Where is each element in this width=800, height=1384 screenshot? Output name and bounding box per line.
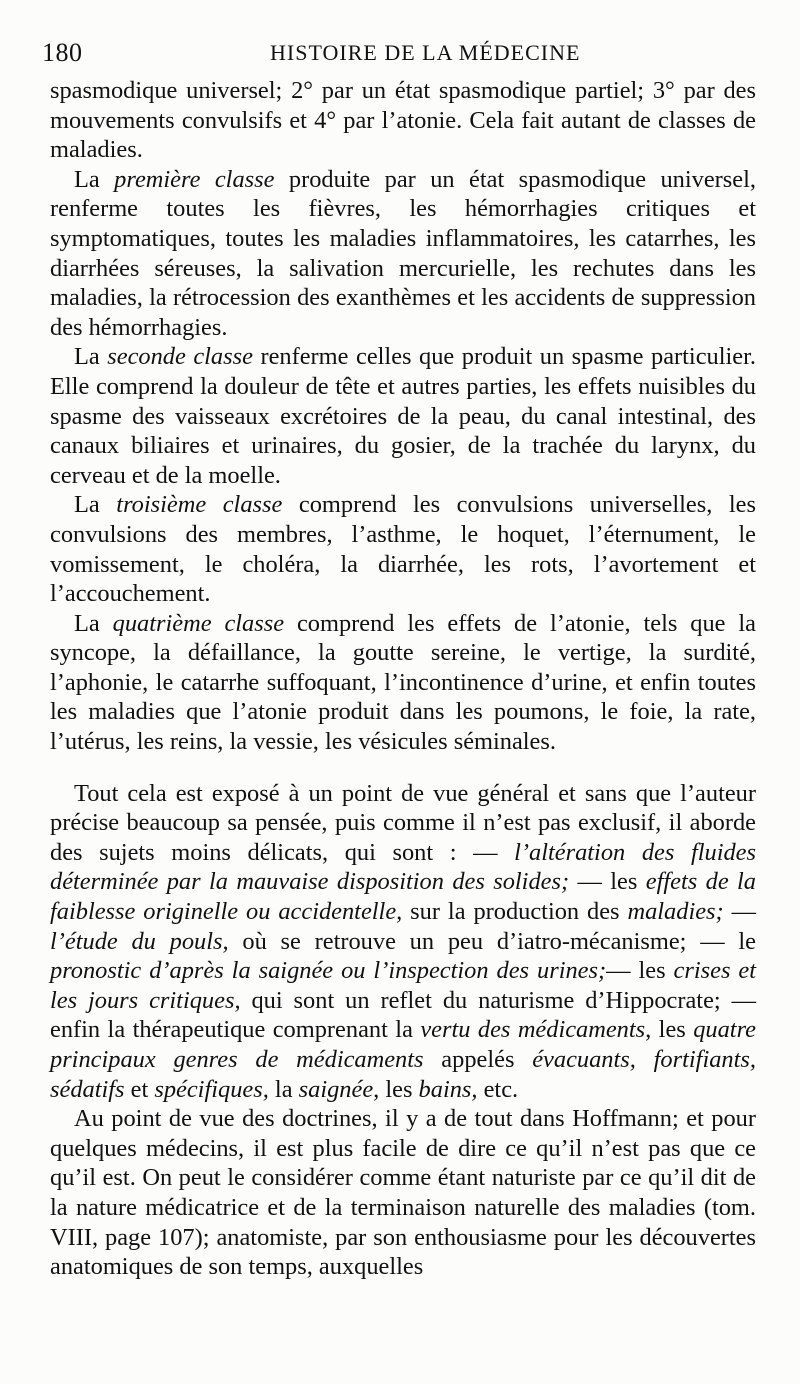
text-run: renferme celles que produit un spasme particulier. Elle comprend la douleur de tête et autres parties, les effets nuisibles du spasme des vaisseaux excrétoires de la peau, du canal intestinal, des canaux biliaires et urinaires, du gosier, de la trachée du larynx, du cerveau et de la moelle.: [50, 343, 756, 489]
text-run: —: [723, 898, 756, 926]
page-header: [42, 36, 758, 70]
paragraph-p4: [50, 609, 756, 757]
italic-phrase: saignée,: [298, 1075, 380, 1103]
italic-phrase: pronostic d’après la saignée ou l’inspection des urines;: [50, 957, 607, 985]
page-number: 180: [42, 38, 83, 67]
italic-phrase: crises et les jours critiques,: [50, 957, 756, 1014]
text-run: la: [268, 1075, 299, 1103]
text-run: Au point de vue des doctrines, il y a de tout dans Hoffmann; et pour quelques médecins, il est plus facile de dire ce qu’il n’est pas que ce qu’il est. On peut le considérer comme étant naturiste par ce qu’il dit de la nature médicatrice et de la terminaison naturelle des maladies (tom. VIII, page 107); anatomiste, par son enthousiasme pour les découvertes anatomiques de son temps, auxquelles: [50, 1105, 756, 1281]
paragraph-p1: [50, 165, 756, 343]
text-run: La: [74, 165, 115, 193]
text-run: La: [74, 343, 108, 371]
italic-phrase: effets de la faiblesse originelle ou accidentelle,: [50, 868, 757, 926]
text-run: La: [74, 491, 117, 519]
text-run: sur la production des: [402, 898, 628, 926]
italic-phrase: spécifiques,: [154, 1075, 269, 1103]
body-text: [50, 76, 756, 1282]
text-run: produite par un état spasmodique universel, renferme toutes les fièvres, les hémorrhagies critiques et symptomatiques, toutes les maladies inflammatoires, les catarrhes, les diarrhées séreuses, la salivation mercurielle, les rechutes dans les maladies, la rétrocession des exanthèmes et les accidents de suppression des hémorrhagies.: [50, 165, 756, 341]
text-run: Tout cela est exposé à un point de vue général et sans que l’auteur précise beaucoup sa pensée, puis comme il n’est pas exclusif, il aborde des sujets moins délicats, qui sont : —: [50, 779, 756, 866]
paragraph-p2: [50, 342, 756, 490]
text-run: les: [651, 1016, 694, 1044]
italic-phrase: l’altération des fluides déterminée par la mauvaise disposition des solides;: [50, 838, 756, 896]
italic-phrase: vertu des médicaments,: [420, 1016, 652, 1044]
italic-phrase: évacuants, fortifiants, sédatifs: [50, 1046, 756, 1103]
text-run: les: [379, 1075, 419, 1103]
text-run: comprend les convulsions universelles, les convulsions des membres, l’asthme, le hoquet, l’éternument, le vomissement, le choléra, la diarrhée, les rots, l’avortement et l’accouchement.: [50, 491, 756, 608]
italic-phrase: bains,: [418, 1075, 478, 1103]
text-run: où se retrouve un peu d’iatro-mécanisme; — le: [228, 927, 756, 955]
italic-phrase: seconde classe: [107, 343, 253, 371]
italic-phrase: quatrième classe: [112, 609, 285, 637]
paragraph-p3: [50, 490, 756, 608]
italic-phrase: maladies;: [627, 898, 724, 926]
italic-phrase: quatre principaux genres de médicaments: [50, 1016, 756, 1073]
text-run: La: [74, 609, 113, 637]
italic-phrase: l’étude du pouls,: [50, 927, 229, 955]
italic-phrase: première classe: [114, 165, 275, 193]
text-run: appelés: [423, 1046, 533, 1073]
text-run: — les: [606, 957, 674, 985]
paragraph-p6: [50, 1104, 756, 1282]
text-run: comprend les effets de l’atonie, tels que la syncope, la défaillance, la goutte sereine, le vertige, la surdité, l’aphonie, le catarrhe suffoquant, l’incontinence d’urine, et enfin toutes les maladies que l’atonie produit dans les poumons, le foie, la rate, l’utérus, les reins, la vessie, les vésicules séminales.: [50, 609, 756, 756]
text-run: spasmodique universel; 2° par un état spasmodique partiel; 3° par des mouvements convulsifs et 4° par l’atonie. Cela fait autant de classes de maladies.: [50, 77, 756, 164]
paragraph-p0: [50, 76, 756, 165]
text-run: et: [124, 1075, 155, 1103]
paragraph-p5: [50, 779, 756, 1105]
italic-phrase: troisième classe: [116, 491, 283, 519]
text-run: — les: [569, 868, 646, 896]
text-run: qui sont un reflet du naturisme d’Hippocrate; — enfin la thérapeutique comprenant la: [50, 986, 756, 1044]
running-title: HISTOIRE DE LA MÉDECINE: [270, 40, 581, 65]
text-run: etc.: [477, 1075, 519, 1103]
